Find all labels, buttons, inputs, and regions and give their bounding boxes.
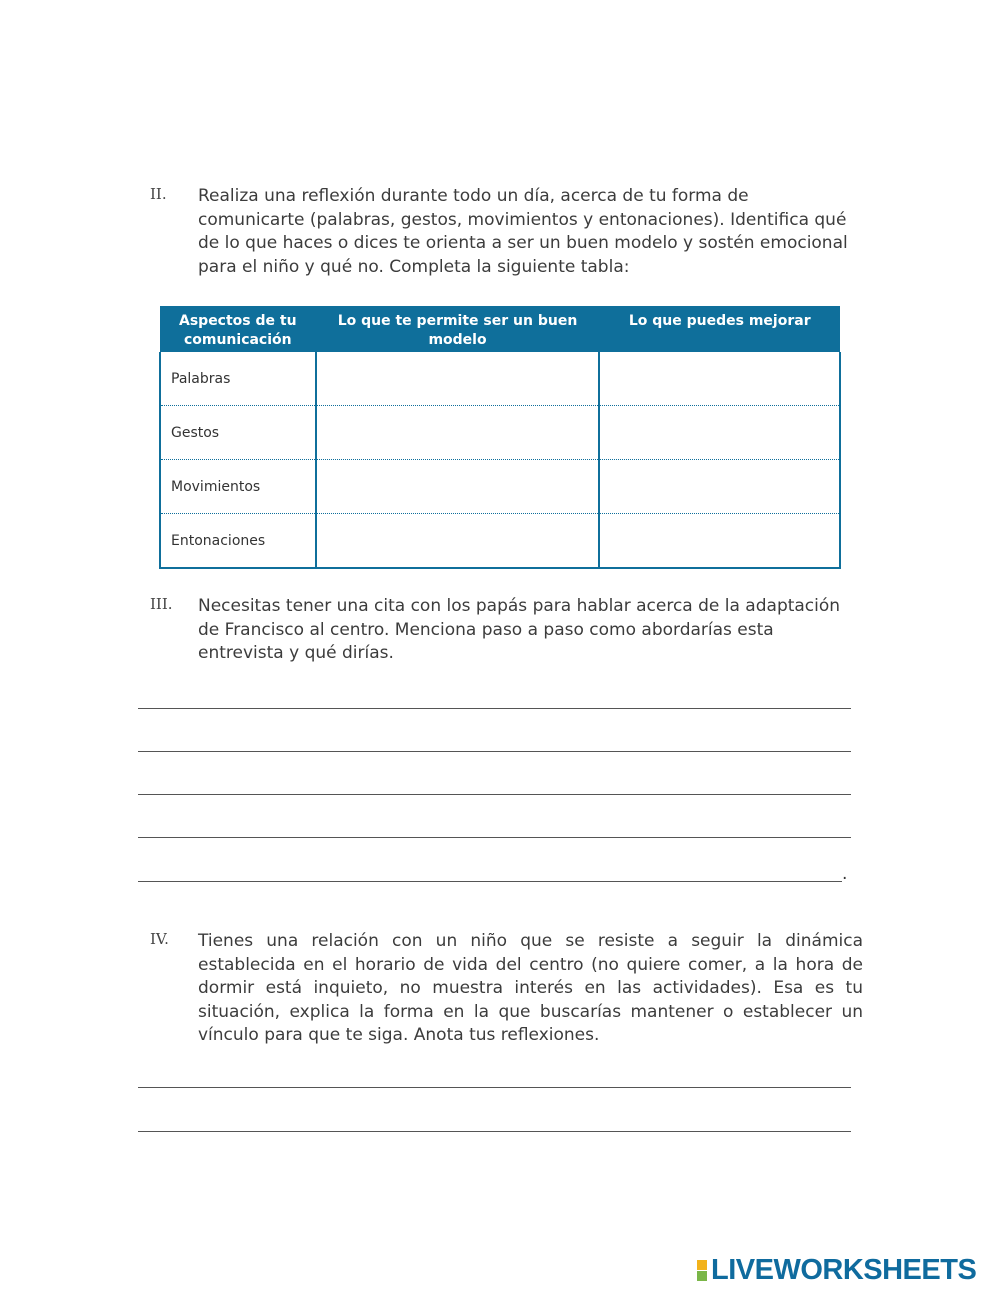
answer-cell-movimientos-modelo[interactable] — [316, 460, 600, 514]
logo-square-green — [697, 1271, 707, 1281]
answer-cell-gestos-modelo[interactable] — [316, 406, 600, 460]
question-4-text: Tienes una relación con un niño que se resiste a seguir la dinámica establecida en el horario de vida del centro (no quiere comer, a la hora de dormir está inquieto, no muestra interés en las actividades). Esa es tu situación, explica la forma en la que buscarías mantener o establecer un vínculo para que te siga. Anota tus reflexiones. — [198, 931, 863, 1045]
table-row — [160, 514, 840, 569]
row-label-palabras: Palabras — [160, 352, 316, 406]
row-label-gestos: Gestos — [160, 406, 316, 460]
answer-line-q4-1[interactable] — [138, 1087, 851, 1088]
logo-square-yellow — [697, 1260, 707, 1270]
question-3-text: Necesitas tener una cita con los papás para hablar acerca de la adaptación de Francisco al centro. Menciona paso a paso como abordarías esta entrevista y qué dirías. — [198, 596, 841, 663]
answer-cell-palabras-modelo[interactable] — [316, 352, 600, 406]
row-label-entonaciones: Entonaciones — [160, 514, 316, 569]
logo-text: LIVEWORKSHEETS — [711, 1253, 977, 1286]
header-aspectos: Aspectos de tu comunicación — [160, 306, 316, 352]
question-4-numeral: IV. — [150, 930, 169, 948]
question-2-text: Realiza una reflexión durante todo un día, acerca de tu forma de comunicarte (palabras, gestos, movimientos y entonaciones). Identifica qué de lo que haces o dices te orienta a ser un buen modelo y sostén emocional para el niño y qué no. Completa la siguiente tabla: — [198, 186, 848, 277]
liveworksheets-logo — [697, 1255, 976, 1285]
answer-cell-entonaciones-modelo[interactable] — [316, 514, 600, 569]
table-row — [160, 460, 840, 514]
table-row — [160, 352, 840, 406]
question-3-numeral: III. — [150, 595, 173, 613]
question-2-numeral: II. — [150, 185, 167, 203]
answer-cell-movimientos-mejorar[interactable] — [599, 460, 840, 514]
header-buen-modelo: Lo que te permite ser un buen modelo — [316, 306, 600, 352]
header-mejorar: Lo que puedes mejorar — [599, 306, 840, 352]
answer-cell-entonaciones-mejorar[interactable] — [599, 514, 840, 569]
table-header-row — [160, 306, 840, 352]
answer-cell-gestos-mejorar[interactable] — [599, 406, 840, 460]
answer-end-period: . — [842, 864, 848, 884]
answer-line-q3-2[interactable] — [138, 751, 851, 752]
answer-line-q3-3[interactable] — [138, 794, 851, 795]
row-label-movimientos: Movimientos — [160, 460, 316, 514]
answer-line-q3-5[interactable] — [138, 881, 842, 882]
answer-line-q3-4[interactable] — [138, 837, 851, 838]
communication-table — [159, 306, 841, 569]
answer-cell-palabras-mejorar[interactable] — [599, 352, 840, 406]
answer-line-q4-2[interactable] — [138, 1131, 851, 1132]
table-row — [160, 406, 840, 460]
answer-line-q3-1[interactable] — [138, 708, 851, 709]
logo-squares-icon — [697, 1260, 707, 1281]
